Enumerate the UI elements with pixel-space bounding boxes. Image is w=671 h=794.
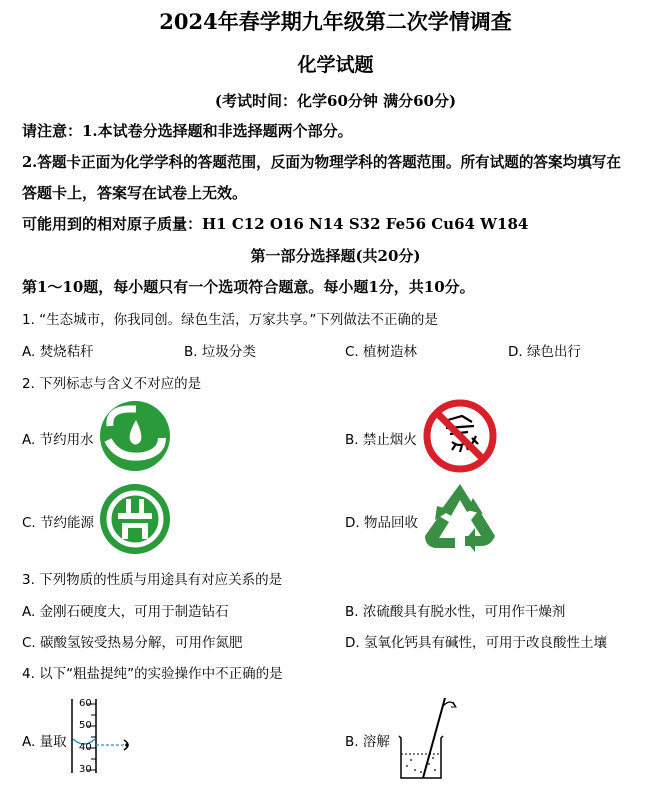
q3-option-d[interactable]: D. 氢氧化钙具有碱性，可用于改良酸性土壤: [345, 635, 607, 651]
energy-saving-icon: [98, 483, 172, 555]
q1-option-c[interactable]: C. 植树造林: [345, 344, 418, 360]
q2-option-b[interactable]: B. 禁止烟火: [345, 432, 417, 448]
q3-option-a[interactable]: A. 金刚石硬度大，可用于制造钻石: [22, 604, 229, 620]
subject-title: 化学试题: [297, 54, 374, 76]
question-3-stem: 3. 下列物质的性质与用途具有对应关系的是: [22, 572, 283, 588]
tick-label-50: 50: [79, 720, 92, 731]
tick-label-30: 30: [79, 764, 92, 775]
part1-instruction: 第1～10题，每小题只有一个选项符合题意。每小题1分，共10分。: [22, 278, 475, 296]
exam-info: (考试时间：化学60分钟 满分60分): [214, 92, 457, 110]
part1-heading: 第一部分选择题(共20分): [250, 247, 421, 265]
q4-option-a[interactable]: A. 量取: [22, 734, 67, 750]
recycle-icon: [421, 480, 499, 554]
exam-title: 2024年春学期九年级第二次学情调查: [159, 9, 512, 34]
q3-option-b[interactable]: B. 浓硫酸具有脱水性，可用作干燥剂: [345, 604, 566, 620]
q2-option-a[interactable]: A. 节约用水: [22, 432, 94, 448]
q1-option-a[interactable]: A. 焚烧秸秆: [22, 344, 94, 360]
notice-line-3: 答题卡上，答案写在试卷上无效。: [22, 184, 248, 202]
question-1-stem: 1. “生态城市，你我同创。绿色生活，万家共享。”下列做法不正确的是: [22, 312, 438, 328]
notice-line-1: 请注意：1.本试卷分选择题和非选择题两个部分。: [22, 122, 353, 140]
q2-option-d[interactable]: D. 物品回收: [345, 515, 418, 531]
atomic-mass-line: 可能用到的相对原子质量：H1 C12 O16 N14 S32 Fe56 Cu64 W184: [22, 215, 529, 233]
q3-option-c[interactable]: C. 碳酸氢铵受热易分解，可用作氮肥: [22, 635, 243, 651]
tick-label-40: 40: [79, 742, 92, 753]
q1-option-b[interactable]: B. 垃圾分类: [184, 344, 256, 360]
no-fire-icon: [422, 398, 498, 474]
q2-option-c[interactable]: C. 节约能源: [22, 515, 95, 531]
beaker-stirring-icon: [395, 694, 465, 792]
question-4-stem: 4. 以下“粗盐提纯”的实验操作中不正确的是: [22, 666, 283, 682]
question-2-stem: 2. 下列标志与含义不对应的是: [22, 376, 202, 392]
water-saving-icon: [98, 400, 172, 472]
q1-option-d[interactable]: D. 绿色出行: [508, 344, 581, 360]
notice-line-2: 2.答题卡正面为化学学科的答题范围，反面为物理学科的答题范围。所有试题的答案均填写在: [22, 154, 621, 171]
tick-label-60: 60: [79, 698, 92, 709]
q4-option-b[interactable]: B. 溶解: [345, 734, 390, 750]
